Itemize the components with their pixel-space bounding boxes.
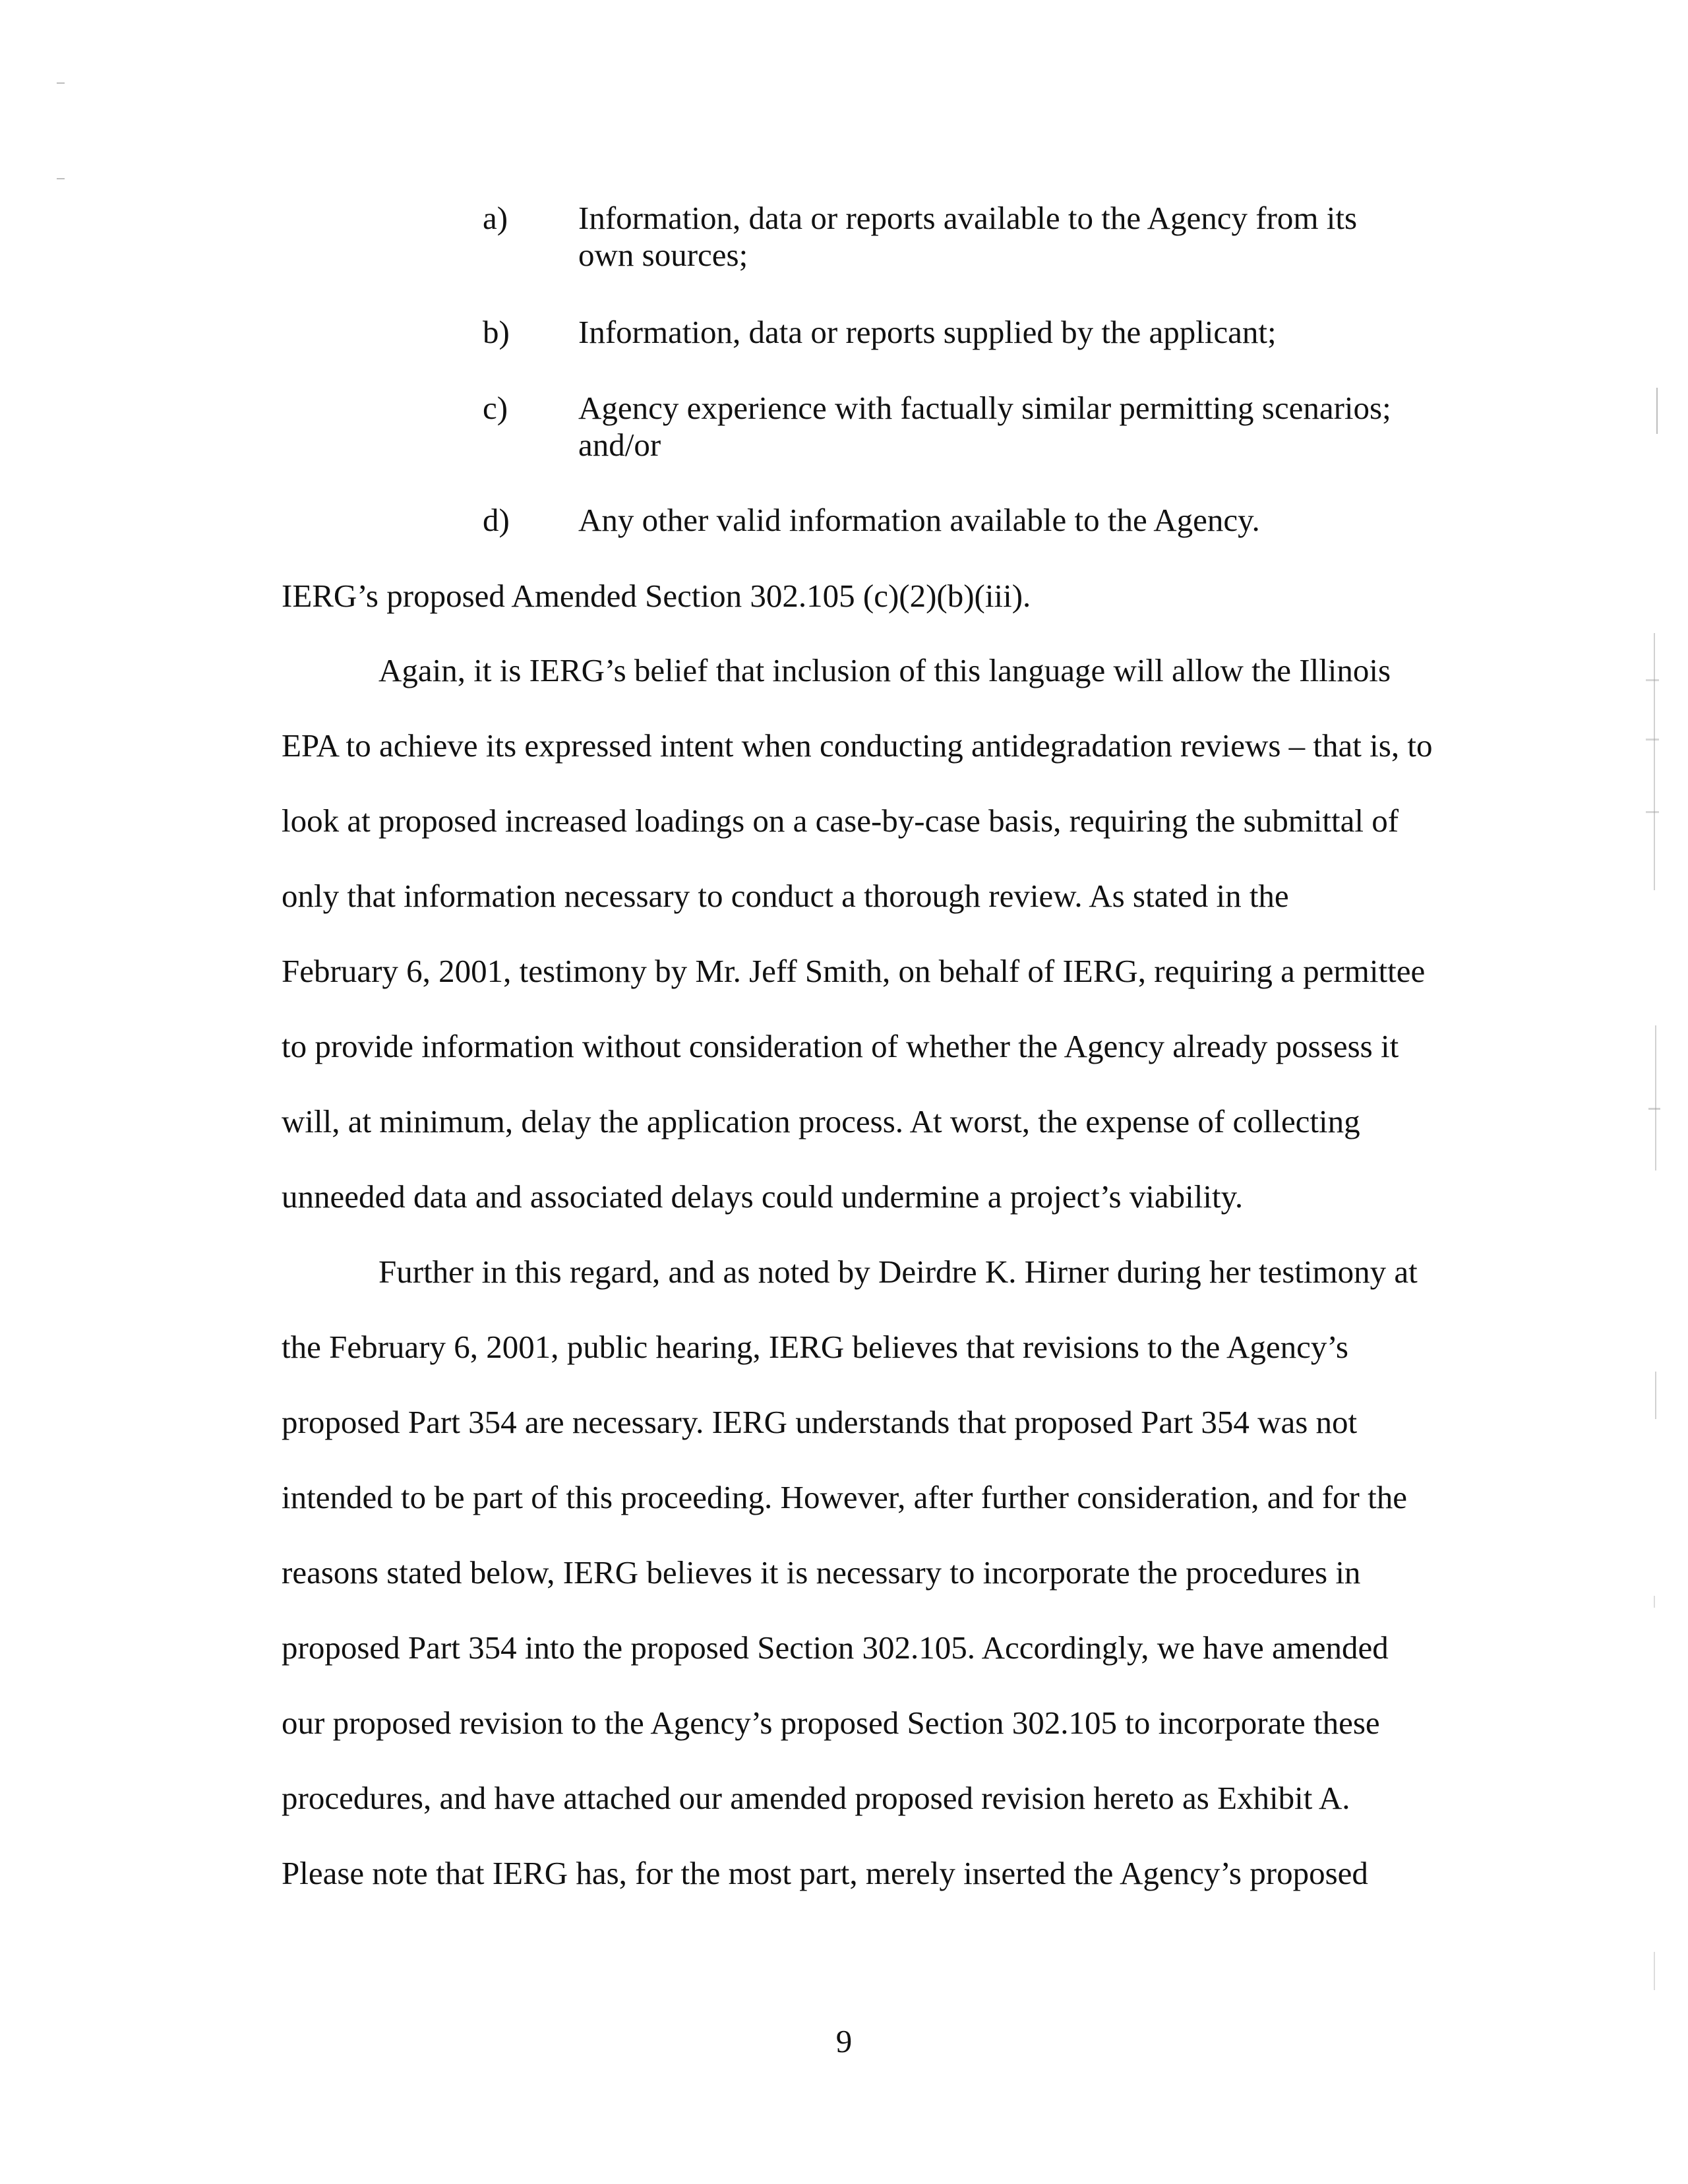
paragraph-1-line-3: look at proposed increased loadings on a case-by-case basis, requiring the submittal of [282, 803, 1399, 839]
scan-mark [1656, 388, 1658, 434]
list-marker-d: d) [483, 502, 510, 538]
list-marker-b: b) [483, 314, 510, 350]
scan-mark [1654, 1952, 1655, 1990]
paragraph-1-line-7: will, at minimum, delay the application process. At worst, the expense of collecting [282, 1103, 1360, 1139]
paragraph-1-line-5: February 6, 2001, testimony by Mr. Jeff Smith, on behalf of IERG, requiring a permittee [282, 953, 1426, 989]
scan-mark [1654, 1596, 1655, 1608]
paragraph-2-line-6: proposed Part 354 into the proposed Section 302.105. Accordingly, we have amended [282, 1629, 1389, 1666]
paragraph-2-line-5: reasons stated below, IERG believes it is necessary to incorporate the procedures in [282, 1554, 1361, 1591]
paragraph-2-line-3: proposed Part 354 are necessary. IERG understands that proposed Part 354 was not [282, 1404, 1358, 1440]
citation-line: IERG’s proposed Amended Section 302.105 (c)(2)(b)(iii). [282, 578, 1031, 614]
scan-mark [57, 82, 65, 84]
scan-mark [1655, 1025, 1656, 1170]
scan-mark [1646, 739, 1659, 741]
list-text-c: Agency experience with factually similar permitting scenarios; and/or [578, 390, 1391, 463]
paragraph-2-line-4: intended to be part of this proceeding. However, after further consideration, and for the [282, 1479, 1407, 1515]
scan-mark [1654, 633, 1655, 890]
paragraph-1-line-2: EPA to achieve its expressed intent when conducting antidegradation reviews – that is, to [282, 727, 1433, 764]
scan-mark [1648, 1108, 1660, 1110]
paragraph-2-line-1: Further in this regard, and as noted by Deirdre K. Hirner during her testimony at [378, 1254, 1418, 1290]
scan-mark [1655, 1372, 1656, 1419]
list-text-d: Any other valid information available to the Agency. [578, 502, 1260, 538]
paragraph-1-line-8: unneeded data and associated delays could undermine a project’s viability. [282, 1178, 1244, 1215]
scan-mark [1646, 679, 1659, 681]
scan-mark [57, 178, 65, 179]
paragraph-1-line-6: to provide information without consideration of whether the Agency already possess it [282, 1028, 1399, 1064]
list-marker-a: a) [483, 200, 508, 236]
paragraph-2-line-7: our proposed revision to the Agency’s proposed Section 302.105 to incorporate these [282, 1705, 1380, 1741]
list-text-b: Information, data or reports supplied by the applicant; [578, 314, 1277, 350]
paragraph-2-line-2: the February 6, 2001, public hearing, IERG believes that revisions to the Agency’s [282, 1329, 1349, 1365]
list-marker-c: c) [483, 390, 508, 426]
paragraph-1-line-1: Again, it is IERG’s belief that inclusion of this language will allow the Illinois [378, 652, 1391, 688]
paragraph-1-line-4: only that information necessary to conduct a thorough review. As stated in the [282, 878, 1289, 914]
paragraph-2-line-9: Please note that IERG has, for the most part, merely inserted the Agency’s proposed [282, 1855, 1368, 1891]
page-number: 9 [835, 2023, 853, 2059]
list-text-a: Information, data or reports available to the Agency from its own sources; [578, 200, 1358, 273]
scan-mark [1646, 811, 1659, 813]
paragraph-2-line-8: procedures, and have attached our amended proposed revision hereto as Exhibit A. [282, 1780, 1350, 1816]
